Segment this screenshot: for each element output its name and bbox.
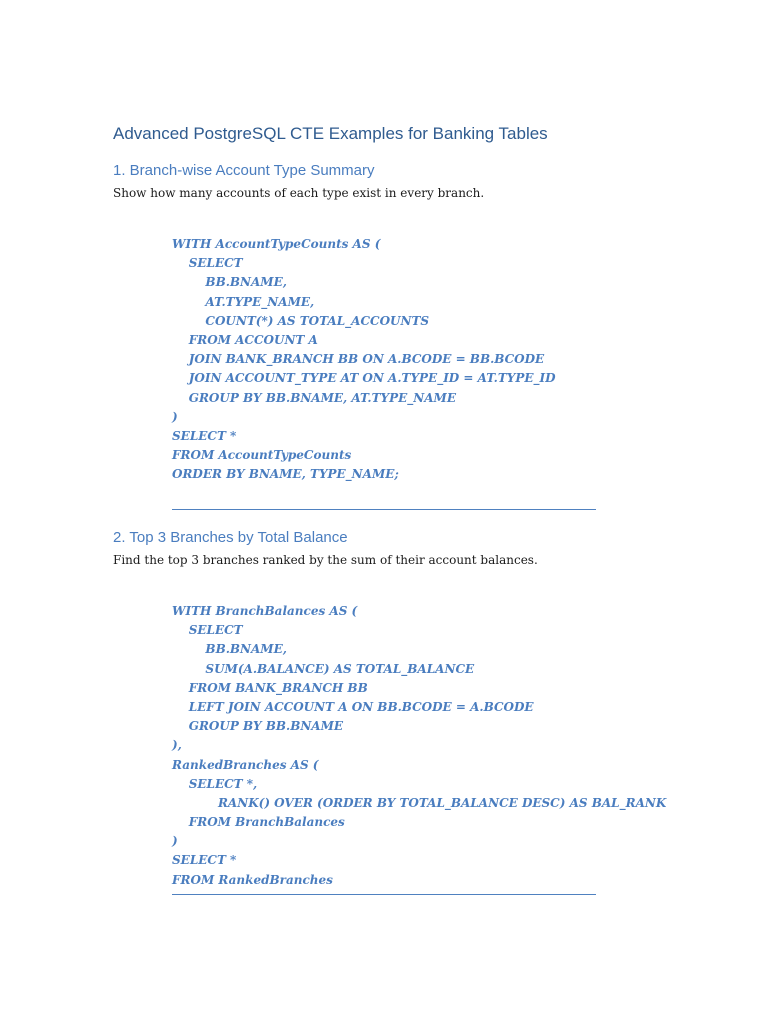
- code-line: LEFT JOIN ACCOUNT A ON BB.BCODE = A.BCODE: [172, 699, 534, 714]
- code-line: FROM RankedBranches: [172, 872, 333, 887]
- section-heading-1: 1. Branch-wise Account Type Summary: [113, 162, 375, 179]
- code-line: ): [172, 409, 178, 424]
- code-line: BB.BNAME,: [172, 642, 287, 657]
- code-line: SELECT *,: [172, 776, 258, 791]
- document-title: Advanced PostgreSQL CTE Examples for Banking Tables: [113, 124, 548, 143]
- code-line: SELECT: [172, 623, 243, 638]
- code-line: FROM BranchBalances: [172, 815, 345, 830]
- code-block-2: [172, 602, 667, 895]
- code-line: SELECT: [172, 256, 243, 271]
- code-line: BB.BNAME,: [172, 275, 287, 290]
- code-line: FROM ACCOUNT A: [172, 332, 318, 347]
- code-line: SELECT *: [172, 853, 237, 868]
- code-line: WITH BranchBalances AS (: [172, 604, 358, 618]
- code-line: GROUP BY BB.BNAME, AT.TYPE_NAME: [172, 390, 456, 405]
- section-heading-2: 2. Top 3 Branches by Total Balance: [113, 529, 348, 546]
- code-line: GROUP BY BB.BNAME: [172, 719, 344, 734]
- code-block-1: [172, 235, 596, 510]
- code-line: RankedBranches AS (: [172, 757, 319, 772]
- code-line: FROM AccountTypeCounts: [172, 448, 352, 463]
- section-description-2: Find the top 3 branches ranked by the sum of their account balances.: [113, 553, 538, 567]
- code-line: WITH AccountTypeCounts AS (: [172, 237, 381, 251]
- code-line: JOIN BANK_BRANCH BB ON A.BCODE = BB.BCODE: [172, 352, 545, 367]
- code-line: JOIN ACCOUNT_TYPE AT ON A.TYPE_ID = AT.TYPE_ID: [172, 371, 556, 386]
- code-line: COUNT(*) AS TOTAL_ACCOUNTS: [172, 313, 430, 328]
- code-line: SUM(A.BALANCE) AS TOTAL_BALANCE: [172, 661, 475, 676]
- code-line: ),: [172, 738, 182, 753]
- code-line: ): [172, 834, 178, 849]
- code-line: ORDER BY BNAME, TYPE_NAME;: [172, 467, 399, 482]
- code-line: SELECT *: [172, 428, 237, 443]
- code-line: RANK() OVER (ORDER BY TOTAL_BALANCE DESC) AS BAL_RANK: [172, 795, 667, 810]
- code-line: FROM BANK_BRANCH BB: [172, 680, 368, 695]
- section-description-1: Show how many accounts of each type exist in every branch.: [113, 186, 485, 200]
- code-line: AT.TYPE_NAME,: [172, 294, 315, 309]
